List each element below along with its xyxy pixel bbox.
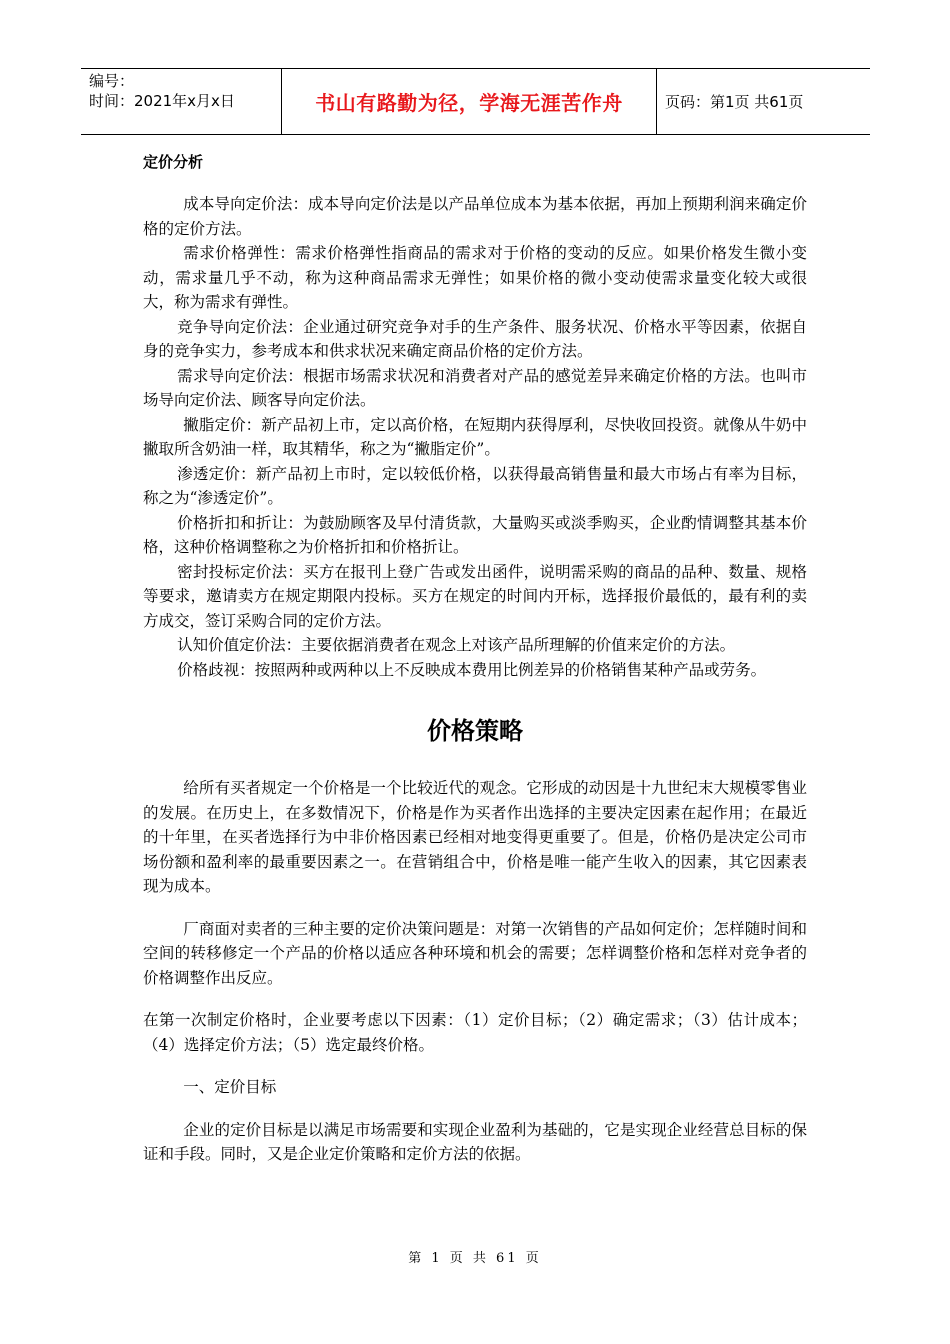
document-body [143,150,807,1167]
paragraph: 需求价格弹性：需求价格弹性指商品的需求对于价格的变动的反应。如果价格发生微小变动，需求量几乎不动，称为这种商品需求无弹性；如果价格的微小变动使需求量变化较大或很大，称为需求有弹性。 [143,244,807,311]
paragraph: 需求导向定价法：根据市场需求状况和消费者对产品的感觉差异来确定价格的方法。也叫市场导向定价法、顾客导向定价法。 [143,366,807,409]
paragraph: 价格折扣和折让：为鼓励顾客及早付清货款，大量购买或淡季购买，企业酌情调整其基本价格，这种价格调整称之为价格折扣和价格折让。 [143,513,807,556]
paragraph: 渗透定价：新产品初上市时，定以较低价格，以获得最高销售量和最大市场占有率为目标，称之为“渗透定价”。 [143,464,807,507]
paragraph: 竞争导向定价法：企业通过研究竞争对手的生产条件、服务状况、价格水平等因素，依据自身的竞争实力，参考成本和供求状况来确定商品价格的定价方法。 [143,317,807,360]
paragraph: 价格歧视：按照两种或两种以上不反映成本费用比例差异的价格销售某种产品或劳务。 [177,660,767,679]
section-heading-pricing-analysis: 定价分析 [143,153,204,171]
header-page-info: 页码：第1页 共61页 [665,93,804,111]
spacer [143,1057,807,1075]
header-meta [81,69,282,134]
header-date: 时间：2021年x月x日 [89,92,235,110]
page-footer: 第 1 页 共 61 页 [408,1251,542,1266]
paragraph: 企业的定价目标是以满足市场需要和实现企业盈利为基础的，它是实现企业经营总目标的保证和手段。同时，又是企业定价策略和定价方法的依据。 [143,1120,807,1163]
paragraph: 密封投标定价法：买方在报刊上登广告或发出函件，说明需采购的商品的品种、数量、规格等要求，邀请卖方在规定期限内投标。买方在规定的时间内开标，选择报价最低的，最有利的卖方成交，签订采购合同的定价方法。 [143,562,807,630]
paragraph: 在第一次制定价格时，企业要考虑以下因素：（1）定价目标；（2）确定需求；（3）估计成本；（4）选择定价方法；（5）选定最终价格。 [143,1011,807,1054]
header-number: 编号： [89,72,135,90]
paragraph: 厂商面对卖者的三种主要的定价决策问题是：对第一次销售的产品如何定价；怎样随时间和空间的转移修定一个产品的价格以适应各种环境和机会的需要；怎样调整价格和怎样对竞争者的价格调整作出反应。 [143,919,807,987]
paragraph: 认知价值定价法：主要依据消费者在观念上对该产品所理解的价值来定价的方法。 [177,636,736,654]
header-motto: 书山有路勤为径，学海无涯苦作舟 [282,69,657,134]
page-header [81,68,870,135]
paragraph: 成本导向定价法：成本导向定价法是以产品单位成本为基本依据，再加上预期利润来确定价格的定价方法。 [143,195,807,238]
paragraph: 给所有买者规定一个价格是一个比较近代的观念。它形成的动因是十九世纪末大规模零售业的发展。在历史上，在多数情况下，价格是作为买者作出选择的主要决定因素在起作用；在最近的十年里，在买者选择行为中非价格因素已经相对地变得更重要了。但是，价格仍是决定公司市场份额和盈利率的最重要因素之一。在营销组合中，价格是唯一能产生收入的因素，其它因素表现为成本。 [143,779,807,895]
subsection-heading: 一、定价目标 [183,1078,277,1096]
paragraph: 撇脂定价：新产品初上市，定以高价格，在短期内获得厚利，尽快收回投资。就像从牛奶中撇取所含奶油一样，取其精华，称之为“撇脂定价”。 [143,415,807,458]
section-title-pricing-strategy: 价格策略 [427,717,523,745]
spacer [143,990,807,1008]
spacer [143,899,807,917]
spacer [143,1100,807,1118]
